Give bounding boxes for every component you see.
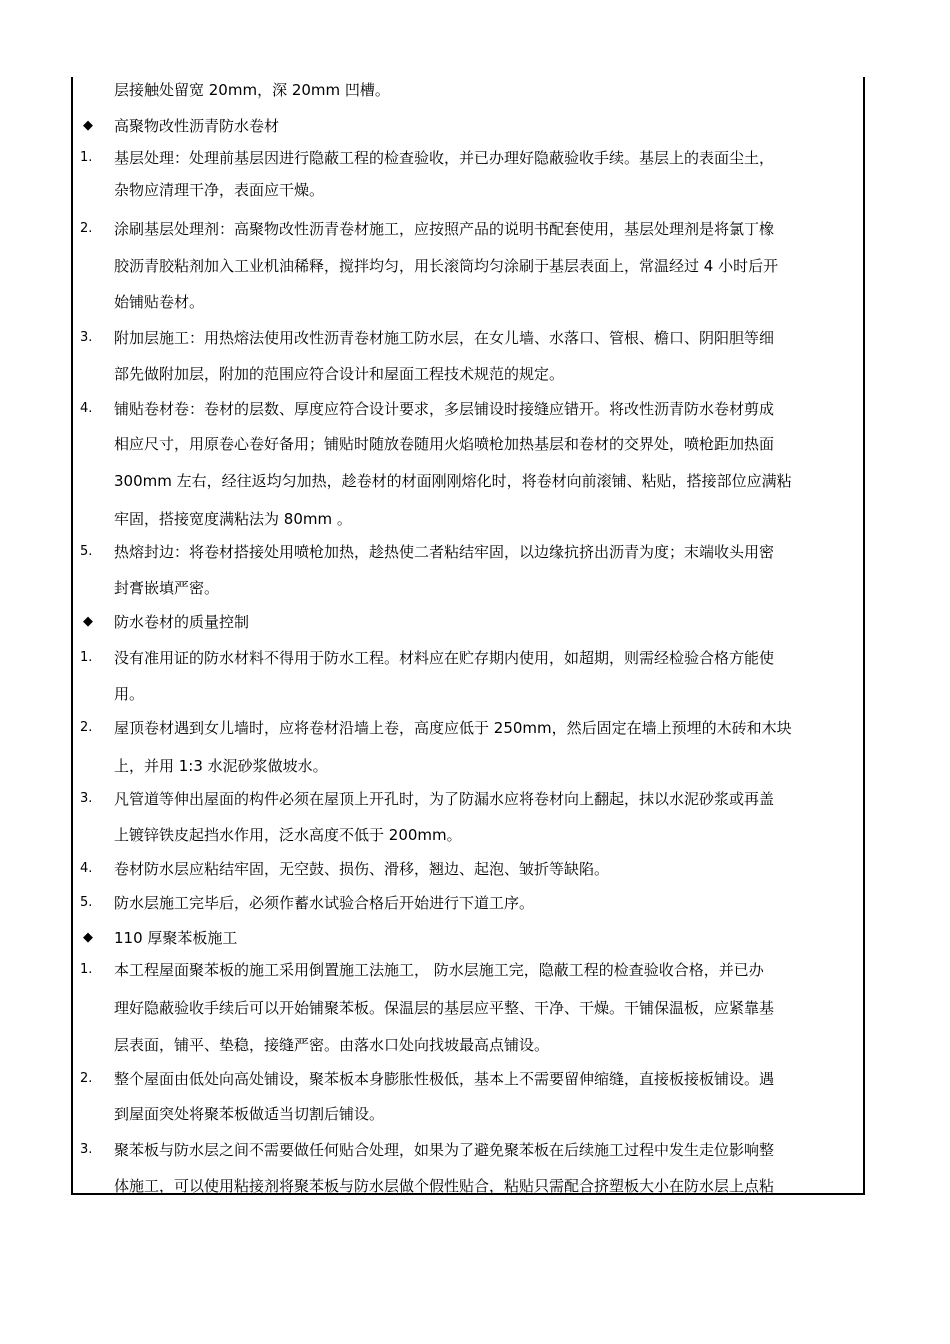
paragraph-line: 涂刷基层处理剂：高聚物改性沥青卷材施工，应按照产品的说明书配套使用，基层处理剂是将氯丁橡 <box>114 220 775 238</box>
section-bullet-icon: ◆ <box>83 930 93 945</box>
paragraph-line: 没有准用证的防水材料不得用于防水工程。材料应在贮存期内使用，如超期，则需经检验合格方能使 <box>114 649 775 667</box>
paragraph-line: 卷材防水层应粘结牢固，无空鼓、损伤、滑移，翘边、起泡、皱折等缺陷。 <box>114 860 610 878</box>
paragraph-line: 始铺贴卷材。 <box>114 293 205 311</box>
paragraph-line: 层接触处留宽 20mm，深 20mm 凹槽。 <box>114 81 390 99</box>
section-heading: 高聚物改性沥青防水卷材 <box>114 117 280 135</box>
list-number: 3. <box>80 1142 93 1157</box>
paragraph-line: 相应尺寸，用原卷心卷好备用；铺贴时随放卷随用火焰喷枪加热基层和卷材的交界处，喷枪距加热面 <box>114 435 775 453</box>
section-bullet-icon: ◆ <box>83 118 93 133</box>
list-number: 1. <box>80 962 93 977</box>
list-number: 1. <box>80 650 93 665</box>
paragraph-line: 体施工，可以使用粘接剂将聚苯板与防水层做个假性贴合，粘贴只需配合挤塑板大小在防水层上点粘 <box>114 1177 775 1195</box>
paragraph-line: 聚苯板与防水层之间不需要做任何贴合处理，如果为了避免聚苯板在后续施工过程中发生走位影响整 <box>114 1141 775 1159</box>
section-bullet-icon: ◆ <box>83 614 93 629</box>
list-number: 4. <box>80 401 93 416</box>
paragraph-line: 凡管道等伸出屋面的构件必须在屋顶上开孔时，为了防漏水应将卷材向上翻起，抹以水泥砂浆或再盖 <box>114 790 775 808</box>
list-number: 2. <box>80 221 93 236</box>
paragraph-line: 理好隐蔽验收手续后可以开始铺聚苯板。保温层的基层应平整、干净、干燥。干铺保温板，应紧靠基 <box>114 999 775 1017</box>
paragraph-line: 胶沥青胶粘剂加入工业机油稀释，搅拌均匀，用长滚筒均匀涂刷于基层表面上，常温经过 4 小时后开 <box>114 257 779 275</box>
paragraph-line: 封膏嵌填严密。 <box>114 579 220 597</box>
paragraph-line: 部先做附加层，附加的范围应符合设计和屋面工程技术规范的规定。 <box>114 365 565 383</box>
list-number: 3. <box>80 791 93 806</box>
list-number: 1. <box>80 150 93 165</box>
list-number: 5. <box>80 544 93 559</box>
paragraph-line: 用。 <box>114 685 145 703</box>
paragraph-line: 屋顶卷材遇到女儿墙时，应将卷材沿墙上卷，高度应低于 250mm，然后固定在墙上预埋的木砖和木块 <box>114 719 792 737</box>
section-heading: 110 厚聚苯板施工 <box>114 929 238 947</box>
paragraph-line: 热熔封边：将卷材搭接处用喷枪加热，趁热使二者粘结牢固，以边缘抗挤出沥青为度；末端收头用密 <box>114 543 775 561</box>
list-number: 2. <box>80 1071 93 1086</box>
paragraph-line: 300mm 左右，经往返均匀加热，趁卷材的材面刚刚熔化时，将卷材向前滚铺、粘贴，搭接部位应满粘 <box>114 472 792 490</box>
list-number: 5. <box>80 895 93 910</box>
paragraph-line: 牢固，搭接宽度满粘法为 80mm 。 <box>114 510 352 528</box>
paragraph-line: 杂物应清理干净，表面应干燥。 <box>114 181 325 199</box>
paragraph-line: 上，并用 1:3 水泥砂浆做坡水。 <box>114 757 328 775</box>
paragraph-line: 基层处理：处理前基层因进行隐蔽工程的检查验收，并已办理好隐蔽验收手续。基层上的表面尘土， <box>114 149 775 167</box>
list-number: 3. <box>80 330 93 345</box>
section-heading: 防水卷材的质量控制 <box>114 613 250 631</box>
paragraph-line: 本工程屋面聚苯板的施工采用倒置施工法施工， 防水层施工完，隐蔽工程的检查验收合格，并已办 <box>114 961 764 979</box>
paragraph-line: 层表面，铺平、垫稳，接缝严密。由落水口处向找坡最高点铺设。 <box>114 1036 550 1054</box>
list-number: 4. <box>80 861 93 876</box>
paragraph-line: 整个屋面由低处向高处铺设，聚苯板本身膨胀性极低，基本上不需要留伸缩缝，直接板接板铺设。遇 <box>114 1070 775 1088</box>
paragraph-line: 附加层施工：用热熔法使用改性沥青卷材施工防水层，在女儿墙、水落口、管根、檐口、阴阳胆等细 <box>114 329 775 347</box>
paragraph-line: 上镀锌铁皮起挡水作用，泛水高度不低于 200mm。 <box>114 826 462 844</box>
paragraph-line: 铺贴卷材卷：卷材的层数、厚度应符合设计要求，多层铺设时接缝应错开。将改性沥青防水卷材剪成 <box>114 400 775 418</box>
paragraph-line: 防水层施工完毕后，必须作蓄水试验合格后开始进行下道工序。 <box>114 894 535 912</box>
paragraph-line: 到屋面突处将聚苯板做适当切割后铺设。 <box>114 1105 385 1123</box>
list-number: 2. <box>80 720 93 735</box>
document-frame <box>71 77 865 1195</box>
